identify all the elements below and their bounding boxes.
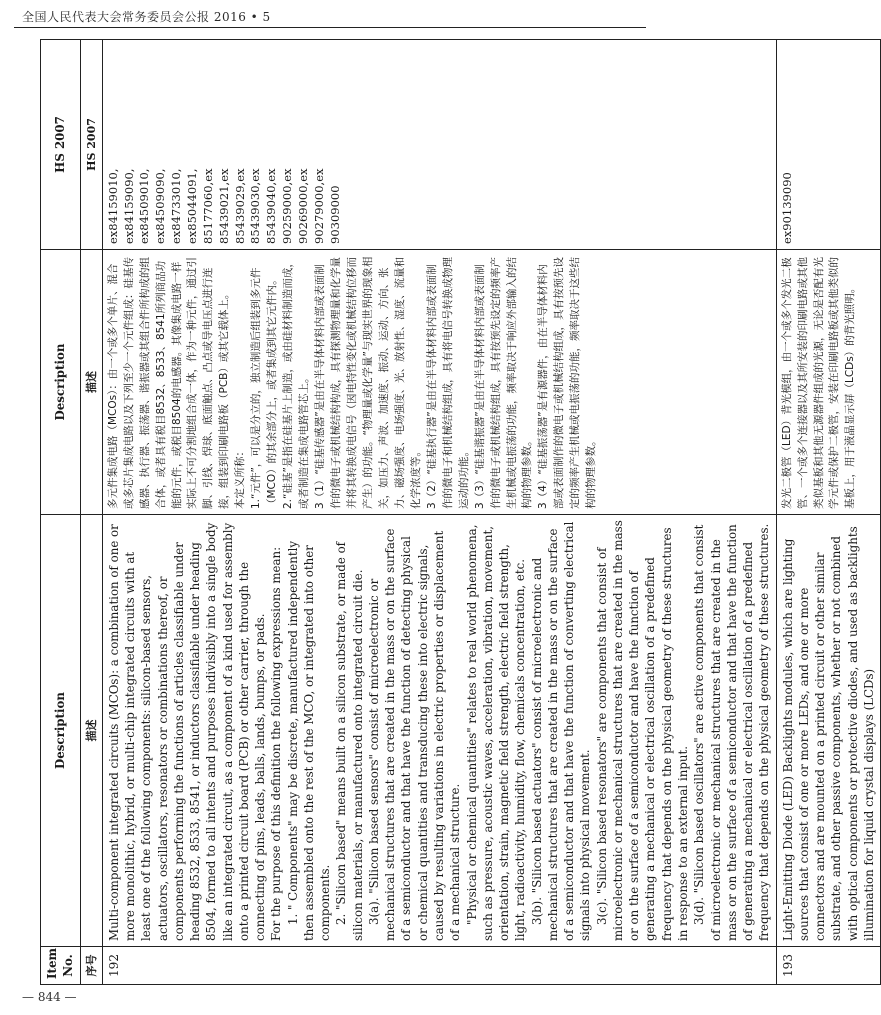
en-paragraph: 1. " Components" may be discrete, manufactured independently then assembled onto the rest of the MCO, or integrated into other components.	[285, 540, 333, 941]
en-paragraph: Multi-component integrated circuits (MCOs): a combination of one or more monolithic, hybrid, or multi-chip integrated circuits with at least one of the following components: silicon-based sensors, actuators, oscillators, resonators or combinations thereof, or components performing the functions of articles classifiable under heading 8532, 8533, 8541, or inductors classifiable under heading 8504, formed to all intents and purposes indivisibly into a single body like an integrated circuit, as a component of a kind used for assembly onto a printed circuit board (PCB) or other carrier, through the connecting of pins, leads, balls, lands, bumps, or pads.	[106, 522, 268, 941]
zh-paragraph: 3（1）“硅基传感器”是由在半导体材料内部或表面制作的微电子或机械结构构成，具有探测物理量和化学量并将其转换成电信号（因电特性变化或机械结构位移而产生）的功能。“物理量或化学量”与现实世界的现象相关，如压力、声波、加速度、振动、运动、方向、张力、磁场强度、电场强度、光、放射性、湿度、流量和化学浓度等。	[314, 256, 422, 509]
en-paragraph: Light-Emitting Diode (LED) Backlights modules, which are lighting sources that consist of one or more LEDs, and one or more connectors and are mounted on a printed circuit or other similar substrate, and other passive components, whether or not combined with optical components or protective diodes, and used as backlights illumination for liquid crystal displays (LCDs)	[780, 526, 876, 941]
zh-paragraph: 本定义所称：	[234, 446, 247, 509]
en-paragraph: 3(b). "Silicon based actuators" consist of microelectronic and mechanical structures that are created in the mass or on the surface of a semiconductor and that have the function of converting electrical signals into physical movement.	[529, 521, 593, 941]
hs-code: ex90139090	[779, 172, 794, 244]
zh-paragraph: 2.“硅基”是指在硅基片上制造，或由硅材料制造而成，或者制造在集成电路管芯上。	[282, 257, 311, 509]
hs-code: ex85044091,	[185, 168, 199, 244]
zh-paragraph: 多元件集成电路（MCOs）：由一个或多个单片、混合或多芯片集成电路以及下列至少一个元件组成：硅基传感器、执行器、振荡器、谐振器或其组合件所构成的组合体，或者具有税目8532、8533、8541所列商品功能的元件，或税目8504的电感器。其像集成电路一样实际上不可分割地组合成一体，作为一种元件，通过引脚、引线、焊球、底面触点、凸点或导电压点进行连接，组装到印刷电路板（PCB）或其它载体上。	[106, 257, 231, 509]
chinese-description	[776, 250, 881, 515]
zh-paragraph: 1.“元件”，可以是分立的，独立制造后组装到多元件（MCO）的其余部分上，或者集成到其它元件内。	[250, 267, 279, 509]
hs-code: 85177060,ex	[200, 168, 215, 244]
hs-description-table	[40, 39, 881, 985]
english-description	[776, 515, 881, 947]
zh-paragraph: 3（2）“硅基执行器”是由在半导体材料内部或表面制作的微电子和机械结构组成，具有将电信号转换成物理运动的功能。	[425, 257, 470, 509]
chinese-description	[102, 250, 776, 515]
hs-code: 85439021,ex	[216, 168, 231, 244]
hs-code: 90309000	[327, 185, 342, 244]
header-description: Description	[41, 515, 81, 947]
table-row	[102, 40, 776, 985]
rotated-table-area	[40, 40, 876, 985]
header-description-zh: 描述	[80, 515, 102, 947]
hs-code: 85439030,ex	[248, 168, 263, 244]
en-paragraph: 2. "Silicon based" means built on a silicon substrate, or made of silicon materials, or manufactured onto integrated circuit die.	[334, 541, 365, 941]
en-paragraph: For the purpose of this definition the following expressions mean:	[269, 546, 284, 941]
zh-paragraph: 发光二极管（LED）背光模组，由一个或多个发光二极管、一个或多个连接器以及其所安装的印刷电路或其他类似基板和其他无源器件组成的光源，无论是否配有光学元件或保护二极管，安装在印刷电路板或其他类似的基板上，用于液晶显示屏（LCDs）的背光照明。	[780, 257, 857, 509]
hs-code: ex84509090,	[153, 168, 168, 244]
header-rule	[14, 27, 646, 28]
hs-code: 85439029,ex	[232, 168, 247, 244]
hs-code: ex84159010,	[105, 168, 120, 244]
header-item-no-zh: 序号	[80, 947, 102, 985]
rotated-table-container	[40, 40, 876, 985]
zh-paragraph: 3（4）“硅基振荡器”是有源器件，由在半导体材料内部或表面制作的微电子或机械结构组成，具有按预先设定的频率产生机械或电振荡的功能，频率取决于这些结构的物理参数。	[537, 257, 598, 509]
header-item-no: Item No.	[41, 947, 81, 985]
hs-code: 85439040,ex	[264, 168, 279, 244]
hs-code: ex84159090,	[121, 168, 136, 244]
hs-code: ex84733010,	[169, 168, 184, 244]
page-header: 全国人民代表大会常务委员会公报 2016 • 5	[22, 10, 271, 24]
en-paragraph: "Physical or chemical quantities" relates to real world phenomena, such as pressure, acoustic waves, acceleration, vibration, movement, orientation, strain, magnetic field strength, electric field strength, light, radioactivity, humidity, flow, chemicals concentration, etc.	[464, 524, 528, 941]
table-row	[776, 40, 881, 985]
en-paragraph: 3(a). "Silicon based sensors" consist of microelectronic or mechanical structures that are created in the mass or on the surface of a semiconductor and that have the function of detecting physical or chemical quantities and transducing these into electric signals, caused by resulting variations in electric properties or displacement of a mechanical structure.	[366, 528, 463, 941]
english-description	[102, 515, 776, 947]
en-paragraph: 3(d). "Silicon based oscillators" are active components that consist of microelectronic or mechanical structures that are created in the mass or on the surface of a semiconductor and that have the function of generating a mechanical or electrical oscillation of a predefined frequency that depends on the physical geometry of these structures.	[692, 523, 772, 941]
hs-codes	[776, 40, 881, 250]
item-number: 192	[102, 947, 776, 985]
hs-code: 90279000,ex	[311, 168, 326, 244]
en-paragraph: 3(c). "Silicon based resonators" are components that consist of microelectronic or mechanical structures that are created in the mass or on the surface of a semiconductor and have the function of generating a mechanical or electrical oscillation of a predefined frequency that depends on the physical geometry of these structures in response to an external input.	[594, 520, 690, 941]
item-number: 193	[776, 947, 881, 985]
header-description-2: Description	[41, 250, 81, 515]
page-number: — 844 —	[22, 990, 77, 1004]
hs-codes	[102, 40, 776, 250]
hs-code: 90259000,ex	[280, 168, 295, 244]
header-hs: HS 2007	[41, 40, 81, 250]
hs-code: ex84509010,	[137, 168, 152, 244]
zh-paragraph: 3（3）“硅基谐振器”是由在半导体材料内部或表面制作的微电子或机械结构组成，具有按预先设定的频率产生机械或电振荡的功能，频率取决于响应外部输入的结构的物理参数。	[473, 257, 534, 509]
hs-code: 90269000,ex	[296, 168, 311, 244]
header-hs-sub: HS 2007	[80, 40, 102, 250]
header-description-2-zh: 描述	[80, 250, 102, 515]
